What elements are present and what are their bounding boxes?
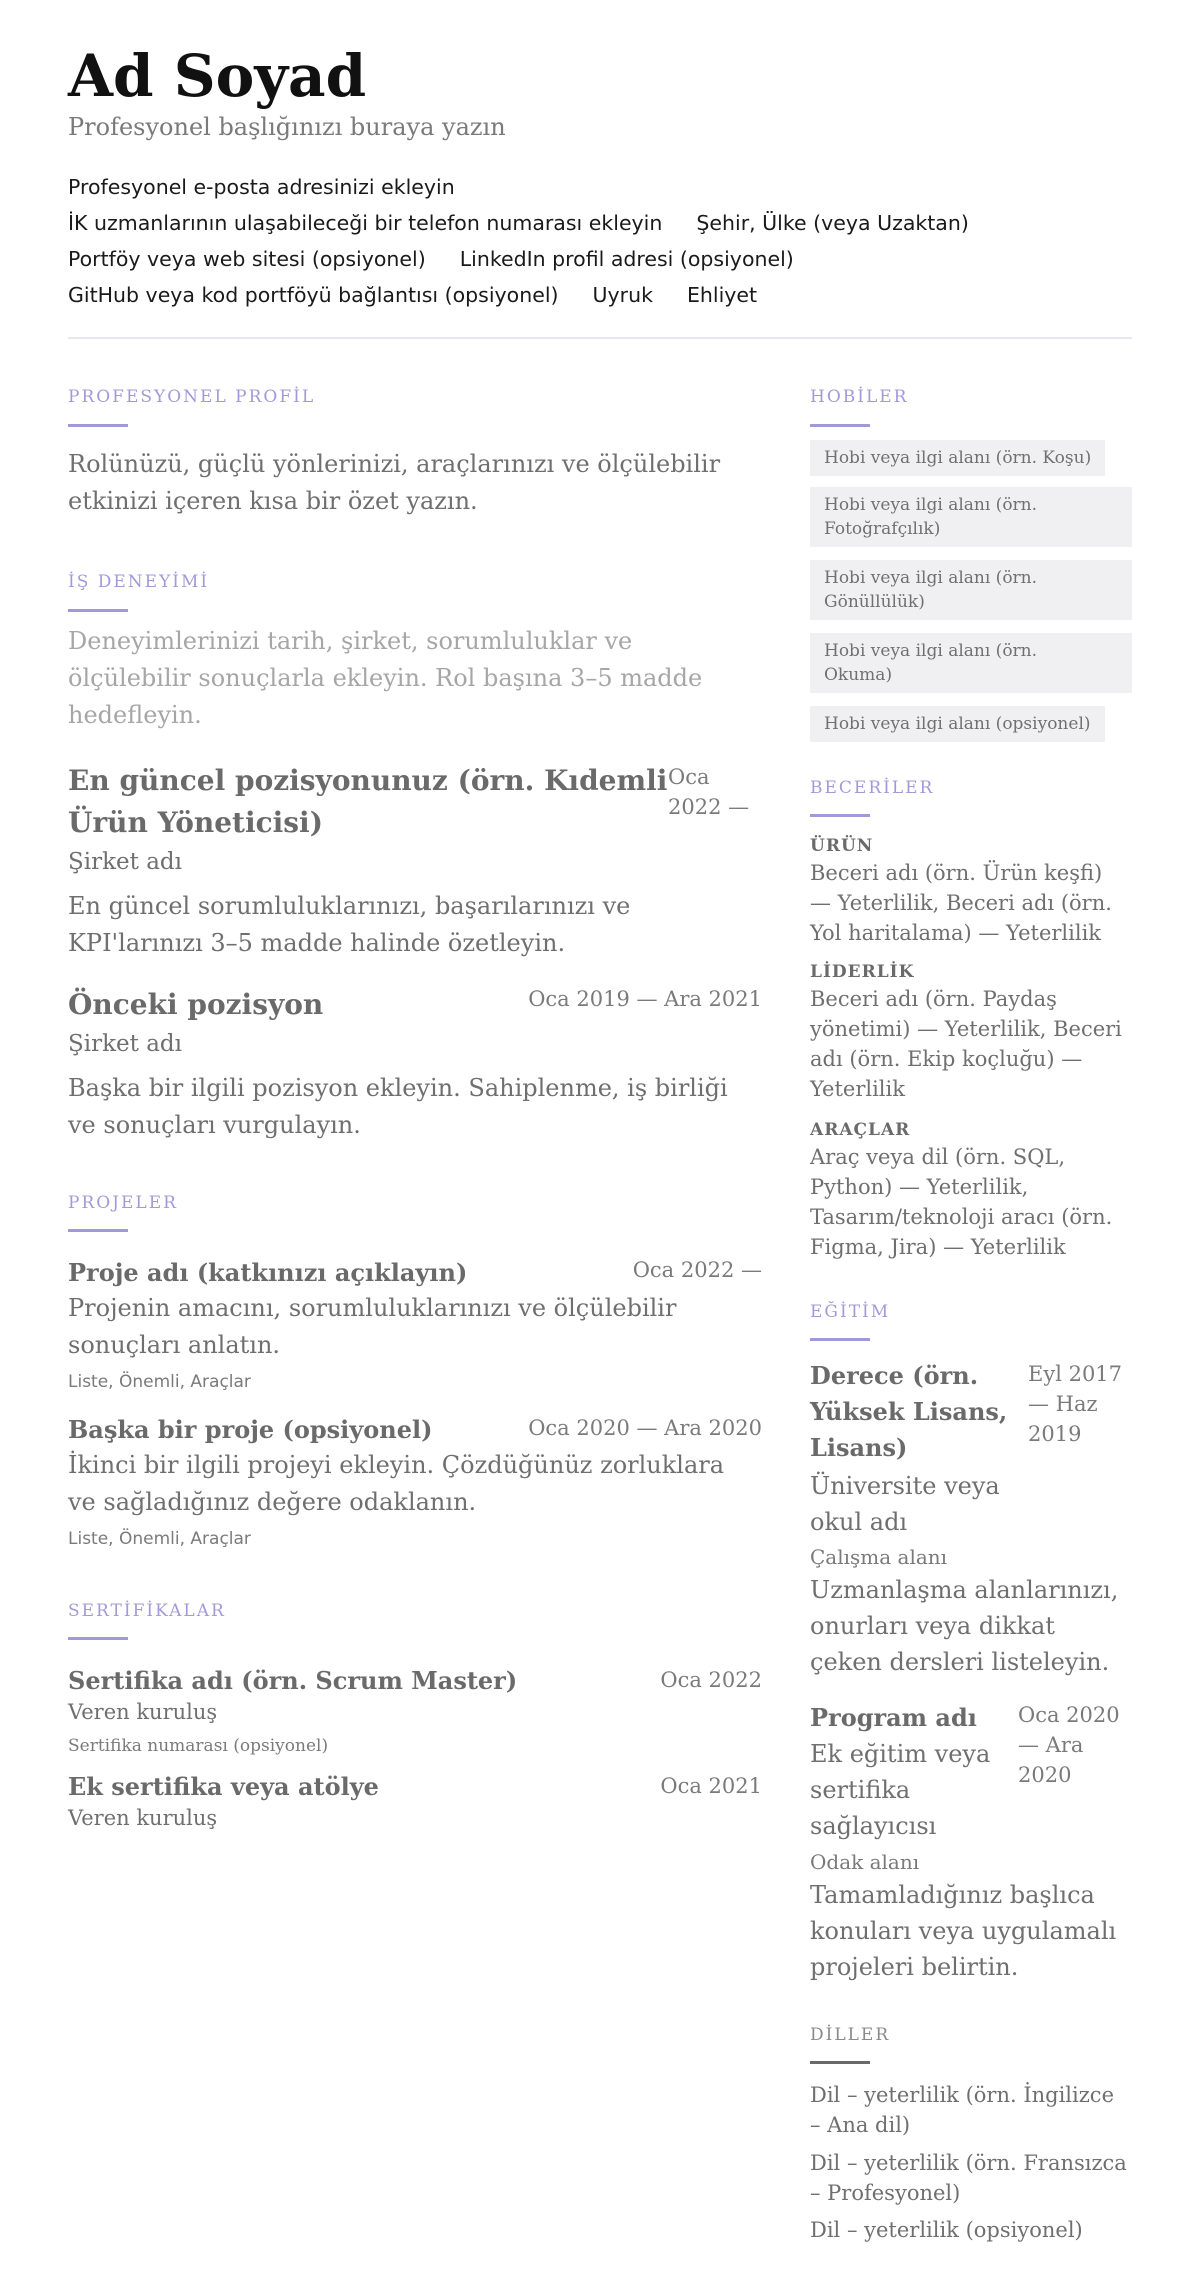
job-description-line: ve sonuçları vurgulayın. [68,1111,361,1139]
project-description-line: sonuçları anlatın. [68,1331,281,1359]
education-description-line: Tamamladığınız başlıca [810,1881,1095,1909]
education-date [1018,1700,1120,1790]
section-title-experience: İŞ DENEYİMİ [68,572,210,592]
education-description-line: onurları veya dikkat [810,1612,1055,1640]
skill-line: Python) — Yeterlilik, [810,1175,1029,1199]
contact-row-3 [68,247,828,271]
section-underline [810,2061,870,2064]
section-underline [810,424,870,427]
hobby-text: Gönüllülük) [824,592,925,612]
hobby-text: Hobi veya ilgi alanı (örn. Koşu) [824,448,1092,468]
language-line: – Ana dil) [810,2113,911,2137]
education-description-line: Uzmanlaşma alanlarınızı, [810,1576,1119,1604]
language-item [810,2148,1127,2208]
hobby-chip [810,560,1132,620]
skill-line: Yol haritalama) — Yeterlilik [810,921,1102,945]
section-title-projects: PROJELER [68,1193,178,1213]
education-description-line: projeleri belirtin. [810,1953,1019,1981]
certification-issuer: Veren kuruluş [68,1806,218,1830]
nationality-text: Uyruk [592,283,653,307]
skill-group-heading: LİDERLİK [810,962,915,982]
hobby-text: Okuma) [824,665,893,685]
website-link[interactable]: Portföy veya web sitesi (opsiyonel) [68,247,426,271]
education-date-line: 2020 [1018,1763,1072,1787]
language-item [810,2215,1083,2245]
section-title-profile: PROFESYONEL PROFİL [68,387,316,407]
education-degree [810,1358,1007,1466]
hobby-chip [810,706,1105,742]
hobby-text: Hobi veya ilgi alanı (örn. [824,568,1038,588]
skill-line: Beceri adı (örn. Paydaş [810,987,1057,1011]
header-divider [68,337,1132,339]
project-date: Oca 2022 — [632,1258,762,1282]
job-title-line: Ürün Yöneticisi) [68,806,323,839]
experience-intro-line: ölçülebilir sonuçlarla ekleyin. Rol başına 3–5 madde [68,664,703,692]
project-description-line: İkinci bir ilgili projeyi ekleyin. Çözdüğünüz zorluklara [68,1451,725,1479]
project-description-line: Projenin amacını, sorumluluklarınızı ve ölçülebilir [68,1294,677,1322]
section-title-education: EĞİTİM [810,1302,891,1322]
experience-intro-line: Deneyimlerinizi tarih, şirket, sorumluluklar ve [68,627,633,655]
project-title: Başka bir proje (opsiyonel) [68,1415,433,1444]
education-school-line: sertifika [810,1776,911,1804]
skill-line: — Yeterlilik, Beceri adı (örn. [810,891,1112,915]
job-description-line: En güncel sorumluluklarınızı, başarılarınızı ve [68,892,631,920]
experience-intro [68,623,702,734]
hobby-chip [810,440,1105,476]
experience-intro-line: hedefleyin. [68,701,202,729]
education-description [810,1572,1118,1680]
skill-line: Yeterlilik [810,1077,905,1101]
linkedin-link[interactable]: LinkedIn profil adresi (opsiyonel) [459,247,794,271]
language-line: Dil – yeterlilik (örn. Fransızca [810,2151,1127,2175]
location-text: Şehir, Ülke (veya Uzaktan) [696,211,969,235]
education-degree: Program adı [810,1703,977,1732]
education-school-line: Üniversite veya [810,1472,1000,1500]
profile-summary-line: etkinizi içeren kısa bir özet yazın. [68,487,478,515]
section-underline [68,609,128,612]
education-degree-line: Lisans) [810,1433,908,1462]
education-school-line: sağlayıcısı [810,1812,937,1840]
section-underline [810,814,870,817]
skill-line: yönetimi) — Yeterlilik, Beceri [810,1017,1122,1041]
language-line: Dil – yeterlilik (örn. İngilizce [810,2083,1114,2107]
hobby-chip [810,487,1132,547]
job-description-line: KPI'larınızı 3–5 madde halinde özetleyin. [68,929,566,957]
job-title [68,760,667,844]
professional-headline: Profesyonel başlığınızı buraya yazın [68,113,506,141]
job-date [668,762,749,822]
education-date-line: — Haz [1028,1392,1098,1416]
contact-row-4 [68,283,791,307]
contact-row-1 [68,175,489,199]
education-description-line: konuları veya uygulamalı [810,1917,1117,1945]
job-date: Oca 2019 — Ara 2021 [528,987,762,1011]
hobby-text: Hobi veya ilgi alanı (opsiyonel) [824,714,1091,734]
job-description-line: Başka bir ilgili pozisyon ekleyin. Sahiplenme, iş birliği [68,1074,728,1102]
skill-group-heading: ARAÇLAR [810,1120,911,1140]
section-title-certifications: SERTİFİKALAR [68,1601,226,1621]
job-title: Önceki pozisyon [68,988,324,1021]
project-tags: Liste, Önemli, Araçlar [68,1372,251,1392]
certification-title: Ek sertifika veya atölye [68,1772,379,1801]
hobby-text: Hobi veya ilgi alanı (örn. [824,495,1038,515]
certification-number: Sertifika numarası (opsiyonel) [68,1736,329,1756]
profile-summary-line: Rolünüzü, güçlü yönlerinizi, araçlarınızı ve ölçülebilir [68,450,721,478]
skill-group-text [810,984,1122,1104]
job-company: Şirket adı [68,849,183,875]
education-degree-line: Yüksek Lisans, [810,1397,1008,1426]
license-text: Ehliyet [686,283,758,307]
skill-group-text [810,1142,1112,1262]
education-school [810,1736,990,1844]
education-degree-line: Derece (örn. [810,1361,979,1390]
full-name: Ad Soyad [68,42,367,110]
certification-date: Oca 2021 [660,1774,762,1798]
skill-line: adı (örn. Ekip koçluğu) — [810,1047,1083,1071]
skill-line: Tasarım/teknoloji aracı (örn. [810,1205,1113,1229]
skill-group-heading: ÜRÜN [810,836,874,856]
certification-title: Sertifika adı (örn. Scrum Master) [68,1666,518,1695]
hobby-text: Fotoğrafçılık) [824,519,941,539]
phone-text: İK uzmanlarının ulaşabileceği bir telefon numarası ekleyin [68,211,663,235]
job-date-line: 2022 — [668,795,750,819]
education-school-line: Ek eğitim veya [810,1740,991,1768]
project-description-line: ve sağladığınız değere odaklanın. [68,1488,477,1516]
education-date-line: — Ara [1018,1733,1084,1757]
project-tags: Liste, Önemli, Araçlar [68,1529,251,1549]
education-field: Çalışma alanı [810,1545,948,1569]
skill-line: Beceri adı (örn. Ürün keşfi) [810,861,1103,885]
section-underline [68,424,128,427]
section-title-hobbies: HOBİLER [810,387,909,407]
project-description [68,1447,724,1521]
education-date-line: 2019 [1028,1422,1082,1446]
hobby-text: Hobi veya ilgi alanı (örn. [824,641,1038,661]
project-description [68,1290,676,1364]
section-underline [68,1229,128,1232]
education-field: Odak alanı [810,1850,920,1874]
project-title: Proje adı (katkınızı açıklayın) [68,1258,468,1287]
language-item [810,2080,1114,2140]
job-description [68,888,630,962]
education-school [810,1468,1000,1540]
job-title-line: En güncel pozisyonunuz (örn. Kıdemli [68,764,668,797]
section-title-languages: DİLLER [810,2025,891,2045]
email-text: Profesyonel e-posta adresinizi ekleyin [68,175,455,199]
education-description-line: çeken dersleri listeleyin. [810,1648,1110,1676]
project-date: Oca 2020 — Ara 2020 [528,1416,762,1440]
education-date [1028,1359,1122,1449]
github-link[interactable]: GitHub veya kod portföyü bağlantısı (opsiyonel) [68,283,559,307]
education-date-line: Oca 2020 [1018,1703,1120,1727]
skill-line: Araç veya dil (örn. SQL, [810,1145,1066,1169]
certification-issuer: Veren kuruluş [68,1700,218,1724]
job-date-line: Oca [668,765,710,789]
contact-row-2 [68,211,1003,235]
profile-summary [68,446,720,520]
language-line: Dil – yeterlilik (opsiyonel) [810,2218,1083,2242]
language-line: – Profesyonel) [810,2181,961,2205]
certification-date: Oca 2022 [660,1668,762,1692]
education-date-line: Eyl 2017 [1028,1362,1123,1386]
skill-line: Figma, Jira) — Yeterlilik [810,1235,1066,1259]
section-underline [810,1338,870,1341]
education-school-line: okul adı [810,1508,908,1536]
job-company: Şirket adı [68,1031,183,1057]
hobby-chip [810,633,1132,693]
job-description [68,1070,728,1144]
section-underline [68,1637,128,1640]
education-description [810,1877,1116,1985]
section-title-skills: BECERİLER [810,778,935,798]
skill-group-text [810,858,1112,948]
